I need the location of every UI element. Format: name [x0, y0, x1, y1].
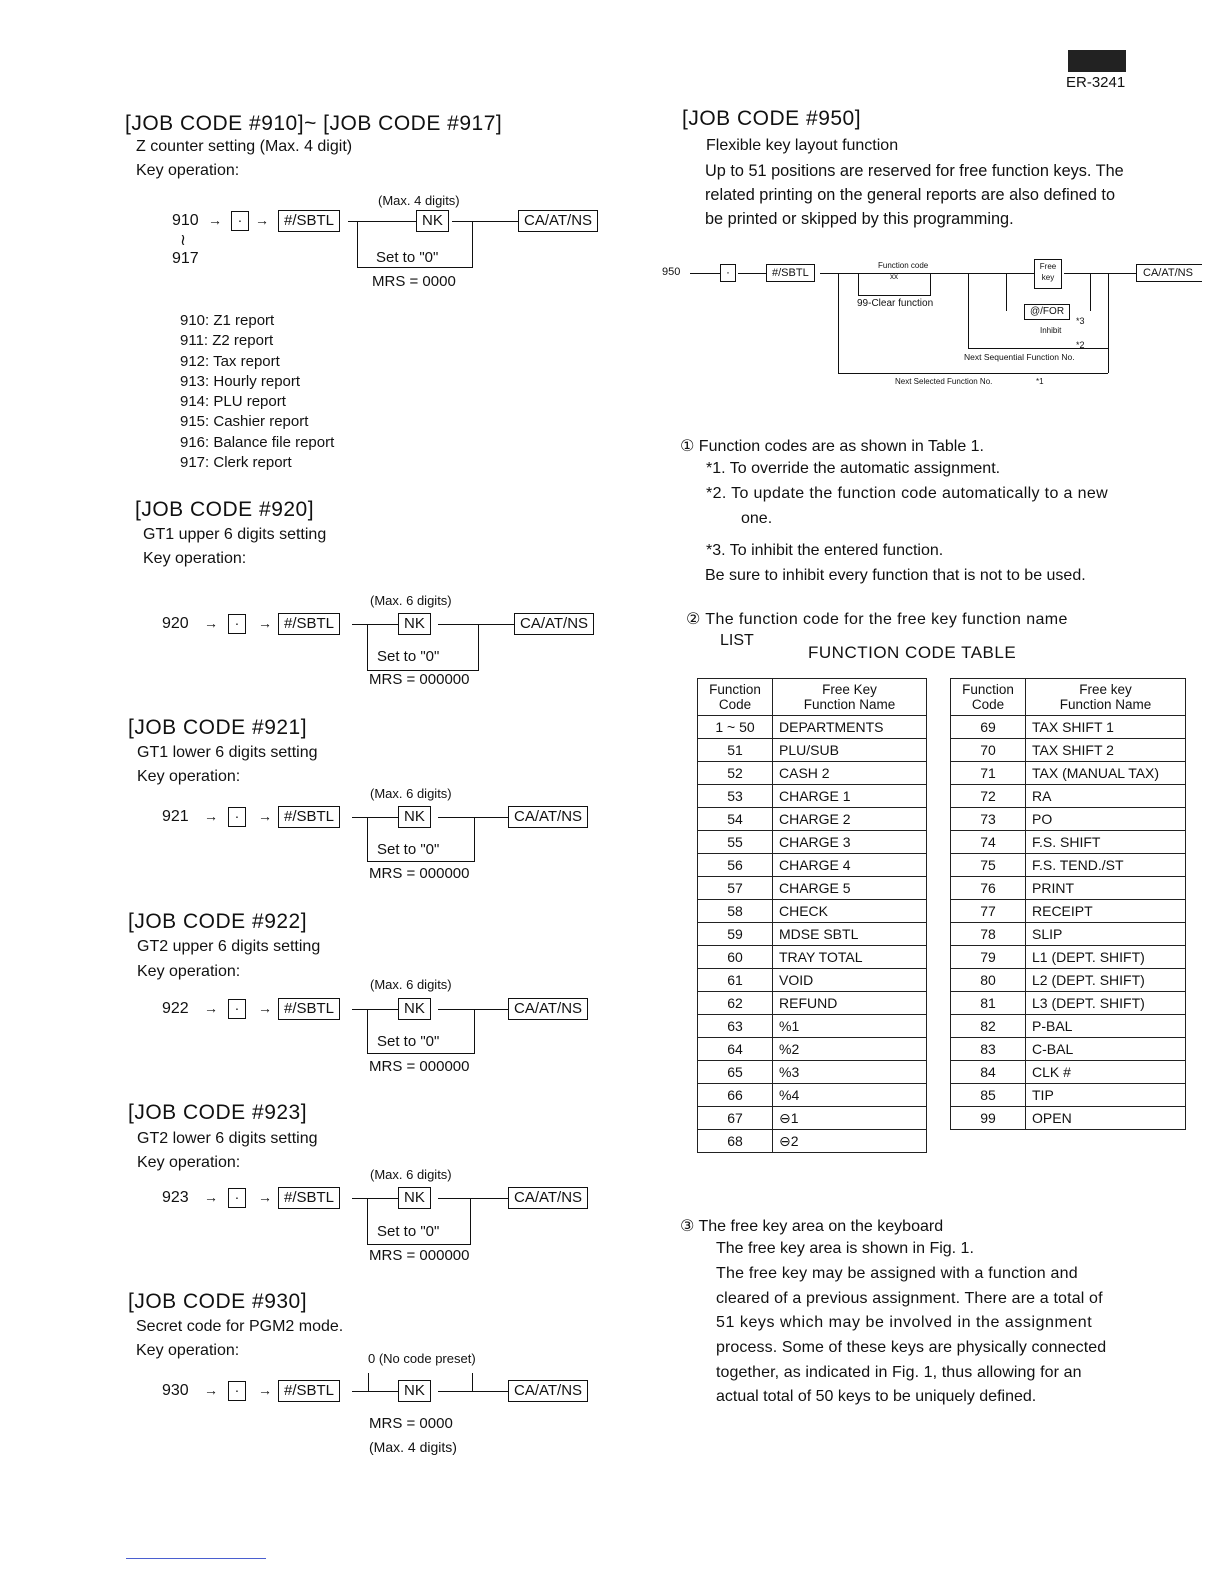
job-910-tilde: ≀	[180, 232, 186, 249]
function-name-cell: SLIP	[1026, 923, 1186, 946]
arrow-icon: →	[208, 212, 222, 228]
table-row	[951, 808, 1186, 831]
ca-at-ns-key: CA/AT/NS	[508, 1380, 588, 1402]
function-name-cell: P-BAL	[1026, 1015, 1186, 1038]
mark-3: *3	[1076, 316, 1085, 326]
function-name-cell: RECEIPT	[1026, 900, 1186, 923]
table-row	[951, 1061, 1186, 1084]
function-code-cell: 55	[698, 831, 773, 854]
job-923-code: 923	[162, 1189, 189, 1206]
dot-key: ·	[228, 614, 246, 634]
arrow-icon: →	[258, 615, 272, 631]
function-code-cell: 83	[951, 1038, 1026, 1061]
function-code-cell: 84	[951, 1061, 1026, 1084]
job-950-para-line: Up to 51 positions are reserved for free function keys. The	[705, 162, 1124, 180]
ca-at-ns-key: CA/AT/NS	[508, 998, 588, 1020]
job-910-desc: Z counter setting (Max. 4 digit)	[136, 138, 353, 155]
dot-key: ·	[228, 807, 246, 827]
table-row	[951, 1015, 1186, 1038]
clear-function-label: 99-Clear function	[857, 298, 934, 309]
function-name-cell: CHARGE 2	[773, 808, 927, 831]
job-921-desc: GT1 lower 6 digits setting	[137, 744, 318, 761]
job-930-keyop: Key operation:	[136, 1342, 240, 1359]
job-923-mrs: MRS = 000000	[369, 1247, 470, 1264]
model-stamp	[1068, 50, 1126, 72]
job-910-max: (Max. 4 digits)	[378, 193, 460, 208]
function-name-cell: %2	[773, 1038, 927, 1061]
arrow-icon: →	[258, 1189, 272, 1205]
function-name-cell: F.S. TEND./ST	[1026, 854, 1186, 877]
nk-key: NK	[416, 210, 449, 232]
function-code-cell: 63	[698, 1015, 773, 1038]
table-row	[951, 716, 1186, 739]
table-row	[698, 1061, 927, 1084]
job-930-max: (Max. 4 digits)	[369, 1439, 457, 1455]
function-code-table-2	[950, 678, 1186, 1130]
job-921-keyop: Key operation:	[137, 768, 241, 785]
sbtl-key: #/SBTL	[766, 264, 815, 282]
mark-2: *2	[1076, 340, 1085, 350]
table-row	[951, 854, 1186, 877]
free-key-label-2: key	[1041, 273, 1055, 282]
function-code-cell: 57	[698, 877, 773, 900]
function-code-cell: 73	[951, 808, 1026, 831]
function-name-cell: TAX SHIFT 2	[1026, 739, 1186, 762]
arrow-icon: →	[258, 1382, 272, 1398]
arrow-icon: →	[204, 1382, 218, 1398]
job-910-set0: Set to "0"	[376, 249, 439, 266]
function-code-cell: 76	[951, 877, 1026, 900]
function-code-cell: 69	[951, 716, 1026, 739]
function-name-cell: REFUND	[773, 992, 927, 1015]
table-row	[951, 900, 1186, 923]
function-code-cell: 79	[951, 946, 1026, 969]
nk-key: NK	[398, 1187, 431, 1209]
note-2-list: LIST	[720, 632, 754, 649]
function-code-cell: 59	[698, 923, 773, 946]
arrow-icon: →	[258, 1000, 272, 1016]
note-sub-1: *1. To override the automatic assignment.	[706, 460, 1001, 477]
job-920-title: [JOB CODE #920]	[135, 498, 315, 521]
dot-key: ·	[720, 264, 736, 282]
arrow-icon: →	[255, 212, 269, 228]
function-code-cell: 62	[698, 992, 773, 1015]
function-code-cell: 99	[951, 1107, 1026, 1130]
function-code-xx: xx	[890, 272, 898, 281]
table-row	[951, 739, 1186, 762]
report-list-item: 915: Cashier report	[180, 413, 309, 430]
table-row	[698, 923, 927, 946]
function-code-cell: 74	[951, 831, 1026, 854]
table-row	[698, 1130, 927, 1153]
for-key: @/FOR	[1024, 304, 1070, 320]
note-sub-2b: one.	[741, 510, 773, 527]
arrow-icon: →	[204, 808, 218, 824]
job-922-keyop: Key operation:	[137, 963, 241, 980]
table-header-name: Free key Function Name	[1026, 679, 1186, 716]
function-code-cell: 67	[698, 1107, 773, 1130]
job-950-code: 950	[662, 266, 681, 278]
table-row	[951, 923, 1186, 946]
function-name-cell: CASH 2	[773, 762, 927, 785]
function-name-cell: VOID	[773, 969, 927, 992]
arrow-icon: →	[204, 1189, 218, 1205]
function-code-cell: 65	[698, 1061, 773, 1084]
note-sub-2a: *2. To update the function code automatically to a new	[706, 485, 1108, 502]
function-name-cell: %3	[773, 1061, 927, 1084]
table-row	[951, 1107, 1186, 1130]
function-code-table-1	[697, 678, 927, 1153]
ca-at-ns-key: CA/AT/NS	[514, 613, 594, 635]
table-row	[951, 1084, 1186, 1107]
report-list-item: 913: Hourly report	[180, 373, 301, 390]
function-name-cell: TRAY TOTAL	[773, 946, 927, 969]
job-920-keyop: Key operation:	[143, 550, 247, 567]
job-922-desc: GT2 upper 6 digits setting	[137, 938, 321, 955]
free-key	[1034, 259, 1062, 289]
function-code-cell: 51	[698, 739, 773, 762]
job-921-max: (Max. 6 digits)	[370, 786, 452, 801]
table-row	[698, 808, 927, 831]
job-922-max: (Max. 6 digits)	[370, 977, 452, 992]
job-910-code-a: 910	[172, 212, 199, 229]
job-921-code: 921	[162, 808, 189, 825]
report-list-item: 911: Z2 report	[180, 332, 274, 349]
job-930-desc: Secret code for PGM2 mode.	[136, 1318, 344, 1335]
sbtl-key: #/SBTL	[278, 210, 340, 232]
function-code-cell: 75	[951, 854, 1026, 877]
job-921-set0: Set to "0"	[377, 841, 440, 858]
function-code-cell: 71	[951, 762, 1026, 785]
function-name-cell: ⊖1	[773, 1107, 927, 1130]
job-950-desc: Flexible key layout function	[706, 137, 899, 154]
table-row	[951, 762, 1186, 785]
job-930-nocode: 0 (No code preset)	[368, 1351, 476, 1366]
note-3-line: The free key area is shown in Fig. 1.	[716, 1240, 974, 1257]
table-row	[698, 854, 927, 877]
function-code-cell: 68	[698, 1130, 773, 1153]
note-sub-3: *3. To inhibit the entered function.	[706, 542, 944, 559]
job-923-desc: GT2 lower 6 digits setting	[137, 1130, 318, 1147]
table-row	[698, 831, 927, 854]
job-930-code: 930	[162, 1382, 189, 1399]
job-930-title: [JOB CODE #930]	[128, 1290, 308, 1313]
function-name-cell: OPEN	[1026, 1107, 1186, 1130]
function-name-cell: CHECK	[773, 900, 927, 923]
mark-1: *1	[1036, 377, 1044, 386]
job-920-max: (Max. 6 digits)	[370, 593, 452, 608]
job-923-max: (Max. 6 digits)	[370, 1167, 452, 1182]
table-row	[698, 739, 927, 762]
function-name-cell: PLU/SUB	[773, 739, 927, 762]
table-row	[698, 1015, 927, 1038]
function-name-cell: %1	[773, 1015, 927, 1038]
job-920-set0: Set to "0"	[377, 648, 440, 665]
function-code-cell: 53	[698, 785, 773, 808]
function-code-cell: 80	[951, 969, 1026, 992]
function-code-cell: 70	[951, 739, 1026, 762]
sbtl-key: #/SBTL	[278, 806, 340, 828]
function-name-cell: TAX (MANUAL TAX)	[1026, 762, 1186, 785]
function-code-cell: 77	[951, 900, 1026, 923]
function-code-cell: 82	[951, 1015, 1026, 1038]
function-code-cell: 78	[951, 923, 1026, 946]
table-row	[698, 992, 927, 1015]
note-3-line: 51 keys which may be involved in the assignment	[716, 1314, 1093, 1331]
function-code-cell: 64	[698, 1038, 773, 1061]
job-950-para-line: related printing on the general reports are also defined to	[705, 186, 1116, 204]
function-name-cell: CHARGE 5	[773, 877, 927, 900]
next-selected-label: Next Selected Function No.	[895, 377, 993, 386]
function-name-cell: PRINT	[1026, 877, 1186, 900]
arrow-icon: →	[204, 615, 218, 631]
table-row	[698, 716, 927, 739]
table-row	[698, 1107, 927, 1130]
function-code-cell: 61	[698, 969, 773, 992]
note-3-title: ③ The free key area on the keyboard	[680, 1218, 944, 1235]
function-code-cell: 54	[698, 808, 773, 831]
dot-key: ·	[228, 1381, 246, 1401]
job-920-mrs: MRS = 000000	[369, 671, 470, 688]
table-row	[951, 992, 1186, 1015]
table-row	[698, 946, 927, 969]
job-950-title: [JOB CODE #950]	[682, 107, 862, 130]
dot-key: ·	[228, 999, 246, 1019]
job-922-title: [JOB CODE #922]	[128, 910, 308, 933]
report-list-item: 917: Clerk report	[180, 454, 292, 471]
function-name-cell: MDSE SBTL	[773, 923, 927, 946]
arrow-icon: →	[258, 808, 272, 824]
note-3-line: cleared of a previous assignment. There are a total of	[716, 1290, 1103, 1307]
job-910-code-b: 917	[172, 250, 199, 267]
note-3-line: The free key may be assigned with a function and	[716, 1265, 1078, 1282]
job-923-set0: Set to "0"	[377, 1223, 440, 1240]
function-name-cell: ⊖2	[773, 1130, 927, 1153]
free-key-label-1: Free	[1039, 262, 1057, 271]
note-1: ① Function codes are as shown in Table 1.	[680, 438, 984, 455]
ca-at-ns-key: CA/AT/NS	[508, 1187, 588, 1209]
note-be-sure: Be sure to inhibit every function that is not to be used.	[705, 567, 1086, 584]
function-name-cell: PO	[1026, 808, 1186, 831]
job-920-desc: GT1 upper 6 digits setting	[143, 526, 327, 543]
function-code-cell: 52	[698, 762, 773, 785]
table-row	[698, 762, 927, 785]
note-3-line: process. Some of these keys are physically connected	[716, 1339, 1107, 1356]
report-list-item: 910: Z1 report	[180, 312, 275, 329]
function-code-cell: 85	[951, 1084, 1026, 1107]
dot-key: ·	[231, 211, 249, 231]
function-name-cell: TIP	[1026, 1084, 1186, 1107]
function-code-cell: 60	[698, 946, 773, 969]
job-950-para-line: be printed or skipped by this programming.	[705, 210, 1014, 228]
function-name-cell: CLK #	[1026, 1061, 1186, 1084]
table-row	[951, 1038, 1186, 1061]
report-list-item: 914: PLU report	[180, 393, 286, 410]
nk-key: NK	[398, 998, 431, 1020]
table-title: FUNCTION CODE TABLE	[808, 643, 1017, 662]
ca-at-ns-key: CA/AT/NS	[518, 210, 598, 232]
sbtl-key: #/SBTL	[278, 998, 340, 1020]
function-name-cell: %4	[773, 1084, 927, 1107]
job-923-keyop: Key operation:	[137, 1154, 241, 1171]
function-code-cell: 1 ~ 50	[698, 716, 773, 739]
function-code-cell: 72	[951, 785, 1026, 808]
next-sequential-label: Next Sequential Function No.	[964, 352, 1075, 362]
table-row	[698, 785, 927, 808]
job-930-mrs: MRS = 0000	[369, 1415, 453, 1432]
ca-at-ns-key: CA/AT/NS	[1136, 264, 1202, 282]
function-code-label: Function code	[878, 261, 929, 270]
function-code-cell: 56	[698, 854, 773, 877]
table-row	[951, 946, 1186, 969]
note-3-line: together, as indicated in Fig. 1, thus allowing for an	[716, 1364, 1082, 1381]
report-list-item: 912: Tax report	[180, 353, 280, 370]
nk-key: NK	[398, 613, 431, 635]
job-922-mrs: MRS = 000000	[369, 1058, 470, 1075]
function-name-cell: F.S. SHIFT	[1026, 831, 1186, 854]
table-row	[698, 900, 927, 923]
function-name-cell: L2 (DEPT. SHIFT)	[1026, 969, 1186, 992]
nk-key: NK	[398, 1380, 431, 1402]
function-code-cell: 66	[698, 1084, 773, 1107]
job-910-keyop: Key operation:	[136, 162, 240, 179]
inhibit-label: Inhibit	[1040, 326, 1062, 335]
note-2: ② The function code for the free key function name	[686, 611, 1068, 628]
table-header-code: Function Code	[951, 679, 1026, 716]
function-name-cell: TAX SHIFT 1	[1026, 716, 1186, 739]
function-name-cell: CHARGE 4	[773, 854, 927, 877]
dot-key: ·	[228, 1188, 246, 1208]
function-name-cell: CHARGE 1	[773, 785, 927, 808]
function-name-cell: L1 (DEPT. SHIFT)	[1026, 946, 1186, 969]
job-923-title: [JOB CODE #923]	[128, 1101, 308, 1124]
job-910-mrs: MRS = 0000	[372, 273, 456, 290]
sbtl-key: #/SBTL	[278, 613, 340, 635]
job-921-title: [JOB CODE #921]	[128, 716, 308, 739]
table-header-code: Function Code	[698, 679, 773, 716]
table-row	[698, 1084, 927, 1107]
function-code-cell: 81	[951, 992, 1026, 1015]
sbtl-key: #/SBTL	[278, 1380, 340, 1402]
note-3-line: actual total of 50 keys to be uniquely defined.	[716, 1388, 1037, 1405]
table-row	[698, 969, 927, 992]
function-name-cell: C-BAL	[1026, 1038, 1186, 1061]
function-name-cell: RA	[1026, 785, 1186, 808]
job-922-code: 922	[162, 1000, 189, 1017]
job-921-mrs: MRS = 000000	[369, 865, 470, 882]
sbtl-key: #/SBTL	[278, 1187, 340, 1209]
report-list-item: 916: Balance file report	[180, 434, 335, 451]
table-row	[698, 1038, 927, 1061]
table-row	[951, 831, 1186, 854]
job-920-code: 920	[162, 615, 189, 632]
job-922-set0: Set to "0"	[377, 1033, 440, 1050]
nk-key: NK	[398, 806, 431, 828]
model-number: ER-3241	[1066, 74, 1126, 91]
arrow-icon: →	[204, 1000, 218, 1016]
table-row	[951, 877, 1186, 900]
table-header-name: Free Key Function Name	[773, 679, 927, 716]
function-name-cell: DEPARTMENTS	[773, 716, 927, 739]
table-row	[951, 785, 1186, 808]
ca-at-ns-key: CA/AT/NS	[508, 806, 588, 828]
function-name-cell: L3 (DEPT. SHIFT)	[1026, 992, 1186, 1015]
function-code-cell: 58	[698, 900, 773, 923]
table-row	[698, 877, 927, 900]
function-name-cell: CHARGE 3	[773, 831, 927, 854]
job-910-title: [JOB CODE #910]~ [JOB CODE #917]	[125, 112, 503, 135]
table-row	[951, 969, 1186, 992]
